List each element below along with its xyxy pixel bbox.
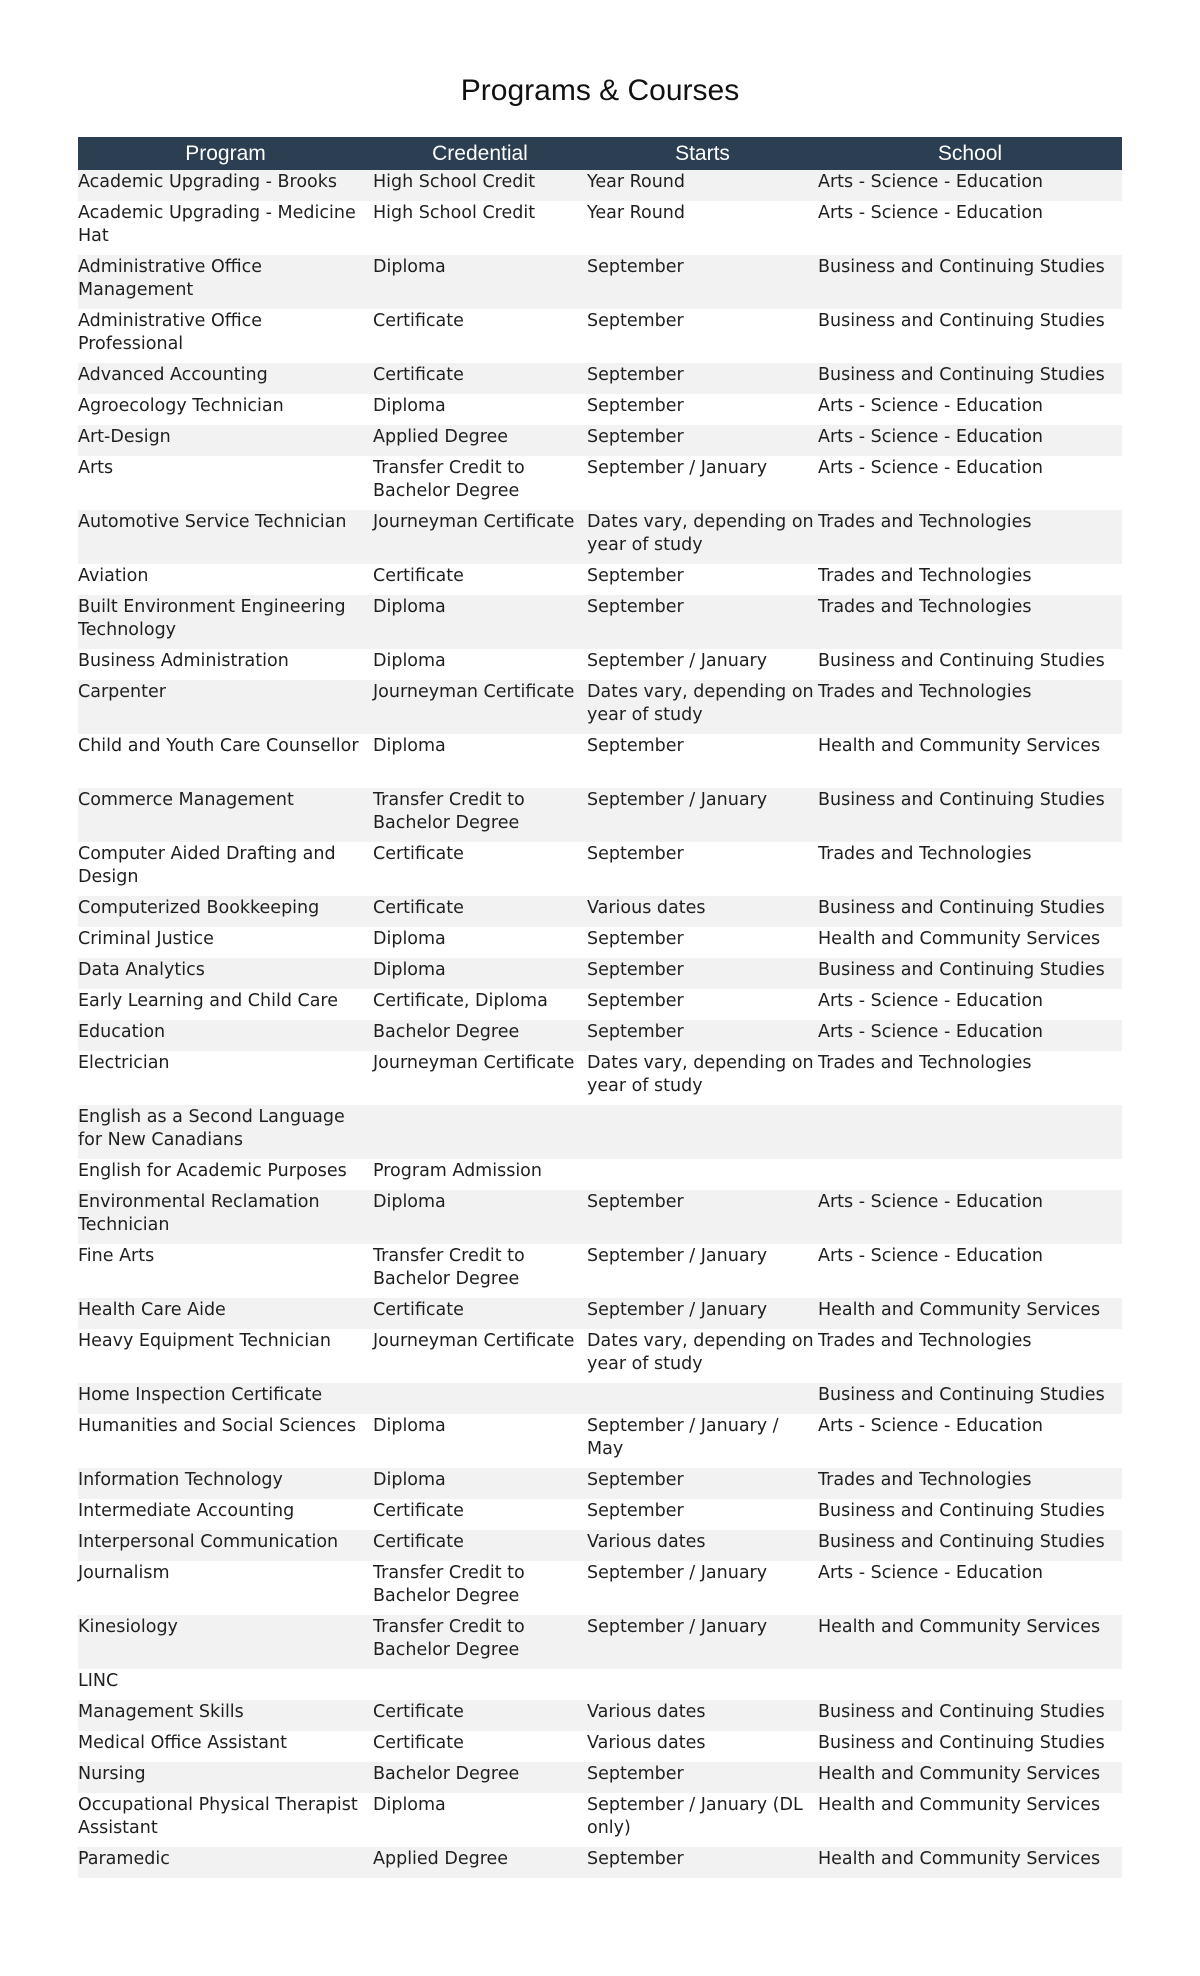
page-title: Programs & Courses — [460, 74, 740, 107]
table-row — [78, 1051, 1122, 1105]
cell-school: Arts - Science - Education — [818, 1190, 1122, 1244]
cell-credential: Diploma — [373, 394, 587, 425]
table-row — [78, 680, 1122, 734]
cell-credential: Certificate — [373, 896, 587, 927]
cell-credential — [373, 1383, 587, 1414]
cell-school: Trades and Technologies — [818, 680, 1122, 734]
cell-school: Health and Community Services — [818, 1793, 1122, 1847]
cell-starts: September — [587, 1847, 818, 1878]
cell-credential: Diploma — [373, 927, 587, 958]
cell-school — [818, 1159, 1122, 1190]
cell-starts: September — [587, 734, 818, 788]
cell-credential: Certificate — [373, 309, 587, 363]
table-header-row — [78, 137, 1122, 170]
cell-program: Occupational Physical Therapist Assistant — [78, 1793, 373, 1847]
cell-starts: Various dates — [587, 1731, 818, 1762]
table-row — [78, 1530, 1122, 1561]
cell-program: Agroecology Technician — [78, 394, 373, 425]
cell-program: Kinesiology — [78, 1615, 373, 1669]
cell-program: Education — [78, 1020, 373, 1051]
cell-program: Heavy Equipment Technician — [78, 1329, 373, 1383]
cell-program: Academic Upgrading - Medicine Hat — [78, 201, 373, 255]
cell-school: Arts - Science - Education — [818, 425, 1122, 456]
table-row — [78, 394, 1122, 425]
cell-school: Business and Continuing Studies — [818, 255, 1122, 309]
cell-program: Medical Office Assistant — [78, 1731, 373, 1762]
table-body — [78, 170, 1122, 1878]
cell-school: Health and Community Services — [818, 927, 1122, 958]
cell-credential: Program Admission — [373, 1159, 587, 1190]
cell-starts: September — [587, 927, 818, 958]
cell-school — [818, 1105, 1122, 1159]
cell-credential: Diploma — [373, 1468, 587, 1499]
cell-school: Health and Community Services — [818, 734, 1122, 788]
cell-credential: Diploma — [373, 734, 587, 788]
cell-program: Data Analytics — [78, 958, 373, 989]
cell-school: Arts - Science - Education — [818, 989, 1122, 1020]
cell-credential: Transfer Credit to Bachelor Degree — [373, 1244, 587, 1298]
cell-program: Environmental Reclamation Technician — [78, 1190, 373, 1244]
table-row — [78, 201, 1122, 255]
cell-starts: Dates vary, depending on year of study — [587, 680, 818, 734]
cell-school: Arts - Science - Education — [818, 201, 1122, 255]
cell-school: Business and Continuing Studies — [818, 1499, 1122, 1530]
cell-credential: Diploma — [373, 958, 587, 989]
cell-credential: Certificate — [373, 842, 587, 896]
table-row — [78, 1615, 1122, 1669]
column-header-credential: Credential — [373, 137, 587, 170]
cell-starts: Various dates — [587, 896, 818, 927]
table-row — [78, 1468, 1122, 1499]
cell-credential: Diploma — [373, 255, 587, 309]
cell-school: Arts - Science - Education — [818, 1020, 1122, 1051]
cell-starts: September / January — [587, 788, 818, 842]
cell-school: Trades and Technologies — [818, 1329, 1122, 1383]
cell-starts: September / January — [587, 1244, 818, 1298]
cell-program: Academic Upgrading - Brooks — [78, 170, 373, 201]
cell-credential: High School Credit — [373, 201, 587, 255]
cell-starts: Dates vary, depending on year of study — [587, 510, 818, 564]
cell-school: Business and Continuing Studies — [818, 309, 1122, 363]
cell-starts: September — [587, 1190, 818, 1244]
column-header-program: Program — [78, 137, 373, 170]
cell-program: Early Learning and Child Care — [78, 989, 373, 1020]
cell-starts: Various dates — [587, 1530, 818, 1561]
cell-starts: September / January — [587, 1298, 818, 1329]
cell-program: Home Inspection Certificate — [78, 1383, 373, 1414]
table-row — [78, 510, 1122, 564]
cell-program: Interpersonal Communication — [78, 1530, 373, 1561]
table-row — [78, 170, 1122, 201]
table-row — [78, 456, 1122, 510]
cell-program: Carpenter — [78, 680, 373, 734]
cell-school: Arts - Science - Education — [818, 1414, 1122, 1468]
cell-starts: September — [587, 1499, 818, 1530]
table-row — [78, 1793, 1122, 1847]
cell-program: Art-Design — [78, 425, 373, 456]
cell-starts: September / January — [587, 1561, 818, 1615]
table-row — [78, 309, 1122, 363]
cell-program: LINC — [78, 1669, 373, 1700]
cell-program: Commerce Management — [78, 788, 373, 842]
cell-program: English as a Second Language for New Canadians — [78, 1105, 373, 1159]
cell-program: Automotive Service Technician — [78, 510, 373, 564]
cell-school: Business and Continuing Studies — [818, 1530, 1122, 1561]
cell-credential: Diploma — [373, 595, 587, 649]
cell-credential: Transfer Credit to Bachelor Degree — [373, 1561, 587, 1615]
cell-credential: High School Credit — [373, 170, 587, 201]
cell-credential: Applied Degree — [373, 1847, 587, 1878]
cell-credential: Certificate — [373, 1700, 587, 1731]
table-row — [78, 1105, 1122, 1159]
cell-school: Trades and Technologies — [818, 1468, 1122, 1499]
cell-school: Trades and Technologies — [818, 564, 1122, 595]
cell-starts — [587, 1669, 818, 1700]
table-row — [78, 1847, 1122, 1878]
cell-starts: September — [587, 989, 818, 1020]
cell-starts: September / January — [587, 456, 818, 510]
table-row — [78, 363, 1122, 394]
table-row — [78, 1329, 1122, 1383]
cell-school: Business and Continuing Studies — [818, 788, 1122, 842]
table-row — [78, 788, 1122, 842]
cell-school: Health and Community Services — [818, 1847, 1122, 1878]
cell-starts: September — [587, 1468, 818, 1499]
cell-starts — [587, 1105, 818, 1159]
cell-program: Child and Youth Care Counsellor — [78, 734, 373, 788]
cell-program: Fine Arts — [78, 1244, 373, 1298]
cell-credential: Certificate — [373, 363, 587, 394]
cell-starts: Year Round — [587, 170, 818, 201]
table-row — [78, 1669, 1122, 1700]
cell-credential: Certificate — [373, 1731, 587, 1762]
cell-starts: Dates vary, depending on year of study — [587, 1051, 818, 1105]
cell-credential: Certificate — [373, 1499, 587, 1530]
cell-starts: September / January / May — [587, 1414, 818, 1468]
cell-school: Business and Continuing Studies — [818, 958, 1122, 989]
cell-credential: Certificate — [373, 1298, 587, 1329]
cell-starts: September / January (DL only) — [587, 1793, 818, 1847]
programs-table — [78, 137, 1122, 1878]
cell-starts: September — [587, 595, 818, 649]
table-row — [78, 1499, 1122, 1530]
cell-program: Business Administration — [78, 649, 373, 680]
cell-credential: Applied Degree — [373, 425, 587, 456]
cell-school: Arts - Science - Education — [818, 1244, 1122, 1298]
table-row — [78, 958, 1122, 989]
cell-program: Aviation — [78, 564, 373, 595]
cell-starts: September — [587, 1762, 818, 1793]
cell-school: Arts - Science - Education — [818, 394, 1122, 425]
cell-program: Administrative Office Professional — [78, 309, 373, 363]
table-row — [78, 927, 1122, 958]
cell-school: Business and Continuing Studies — [818, 896, 1122, 927]
table-row — [78, 1190, 1122, 1244]
table-row — [78, 896, 1122, 927]
cell-starts: September — [587, 309, 818, 363]
cell-starts — [587, 1383, 818, 1414]
cell-school: Business and Continuing Studies — [818, 649, 1122, 680]
cell-school: Health and Community Services — [818, 1762, 1122, 1793]
cell-starts: Year Round — [587, 201, 818, 255]
cell-starts: Various dates — [587, 1700, 818, 1731]
cell-credential: Certificate — [373, 564, 587, 595]
cell-credential: Diploma — [373, 1414, 587, 1468]
cell-school — [818, 1669, 1122, 1700]
table-row — [78, 734, 1122, 788]
cell-school: Arts - Science - Education — [818, 456, 1122, 510]
table-row — [78, 649, 1122, 680]
table-row — [78, 1561, 1122, 1615]
cell-school: Arts - Science - Education — [818, 170, 1122, 201]
cell-starts: September — [587, 363, 818, 394]
cell-credential: Diploma — [373, 649, 587, 680]
cell-credential: Bachelor Degree — [373, 1762, 587, 1793]
cell-school: Business and Continuing Studies — [818, 363, 1122, 394]
cell-starts: September — [587, 842, 818, 896]
table-row — [78, 255, 1122, 309]
cell-starts: September — [587, 958, 818, 989]
column-header-school: School — [818, 137, 1122, 170]
cell-credential: Journeyman Certificate — [373, 1329, 587, 1383]
cell-program: Computer Aided Drafting and Design — [78, 842, 373, 896]
table-row — [78, 595, 1122, 649]
cell-credential: Diploma — [373, 1793, 587, 1847]
cell-school: Trades and Technologies — [818, 842, 1122, 896]
cell-starts: September / January — [587, 1615, 818, 1669]
cell-starts: September / January — [587, 649, 818, 680]
table-row — [78, 1020, 1122, 1051]
cell-program: Criminal Justice — [78, 927, 373, 958]
cell-school: Health and Community Services — [818, 1615, 1122, 1669]
cell-school: Business and Continuing Studies — [818, 1383, 1122, 1414]
cell-credential: Transfer Credit to Bachelor Degree — [373, 788, 587, 842]
cell-program: Paramedic — [78, 1847, 373, 1878]
table-row — [78, 1298, 1122, 1329]
table-row — [78, 1244, 1122, 1298]
cell-program: Advanced Accounting — [78, 363, 373, 394]
cell-program: Humanities and Social Sciences — [78, 1414, 373, 1468]
cell-credential — [373, 1669, 587, 1700]
cell-credential: Bachelor Degree — [373, 1020, 587, 1051]
cell-school: Trades and Technologies — [818, 510, 1122, 564]
cell-starts: September — [587, 1020, 818, 1051]
cell-program: Administrative Office Management — [78, 255, 373, 309]
cell-program: Journalism — [78, 1561, 373, 1615]
cell-program: Computerized Bookkeeping — [78, 896, 373, 927]
cell-school: Business and Continuing Studies — [818, 1700, 1122, 1731]
cell-school: Trades and Technologies — [818, 595, 1122, 649]
table-row — [78, 1383, 1122, 1414]
column-header-starts: Starts — [587, 137, 818, 170]
cell-credential: Certificate, Diploma — [373, 989, 587, 1020]
cell-program: Information Technology — [78, 1468, 373, 1499]
table-row — [78, 1700, 1122, 1731]
cell-starts: September — [587, 394, 818, 425]
table-row — [78, 1159, 1122, 1190]
cell-program: English for Academic Purposes — [78, 1159, 373, 1190]
cell-program: Built Environment Engineering Technology — [78, 595, 373, 649]
table-row — [78, 842, 1122, 896]
cell-starts: September — [587, 255, 818, 309]
cell-school: Health and Community Services — [818, 1298, 1122, 1329]
cell-credential: Diploma — [373, 1190, 587, 1244]
cell-credential: Certificate — [373, 1530, 587, 1561]
table-row — [78, 1731, 1122, 1762]
cell-starts: Dates vary, depending on year of study — [587, 1329, 818, 1383]
cell-credential: Transfer Credit to Bachelor Degree — [373, 456, 587, 510]
cell-credential: Journeyman Certificate — [373, 1051, 587, 1105]
cell-starts: September — [587, 425, 818, 456]
cell-starts — [587, 1159, 818, 1190]
cell-program: Health Care Aide — [78, 1298, 373, 1329]
cell-credential — [373, 1105, 587, 1159]
cell-school: Arts - Science - Education — [818, 1561, 1122, 1615]
cell-program: Arts — [78, 456, 373, 510]
cell-starts: September — [587, 564, 818, 595]
cell-program: Nursing — [78, 1762, 373, 1793]
cell-program: Intermediate Accounting — [78, 1499, 373, 1530]
cell-school: Business and Continuing Studies — [818, 1731, 1122, 1762]
table-row — [78, 564, 1122, 595]
cell-credential: Journeyman Certificate — [373, 510, 587, 564]
cell-credential: Transfer Credit to Bachelor Degree — [373, 1615, 587, 1669]
table-row — [78, 1762, 1122, 1793]
table-row — [78, 425, 1122, 456]
cell-credential: Journeyman Certificate — [373, 680, 587, 734]
cell-program: Electrician — [78, 1051, 373, 1105]
cell-school: Trades and Technologies — [818, 1051, 1122, 1105]
table-row — [78, 1414, 1122, 1468]
cell-program: Management Skills — [78, 1700, 373, 1731]
table-row — [78, 989, 1122, 1020]
